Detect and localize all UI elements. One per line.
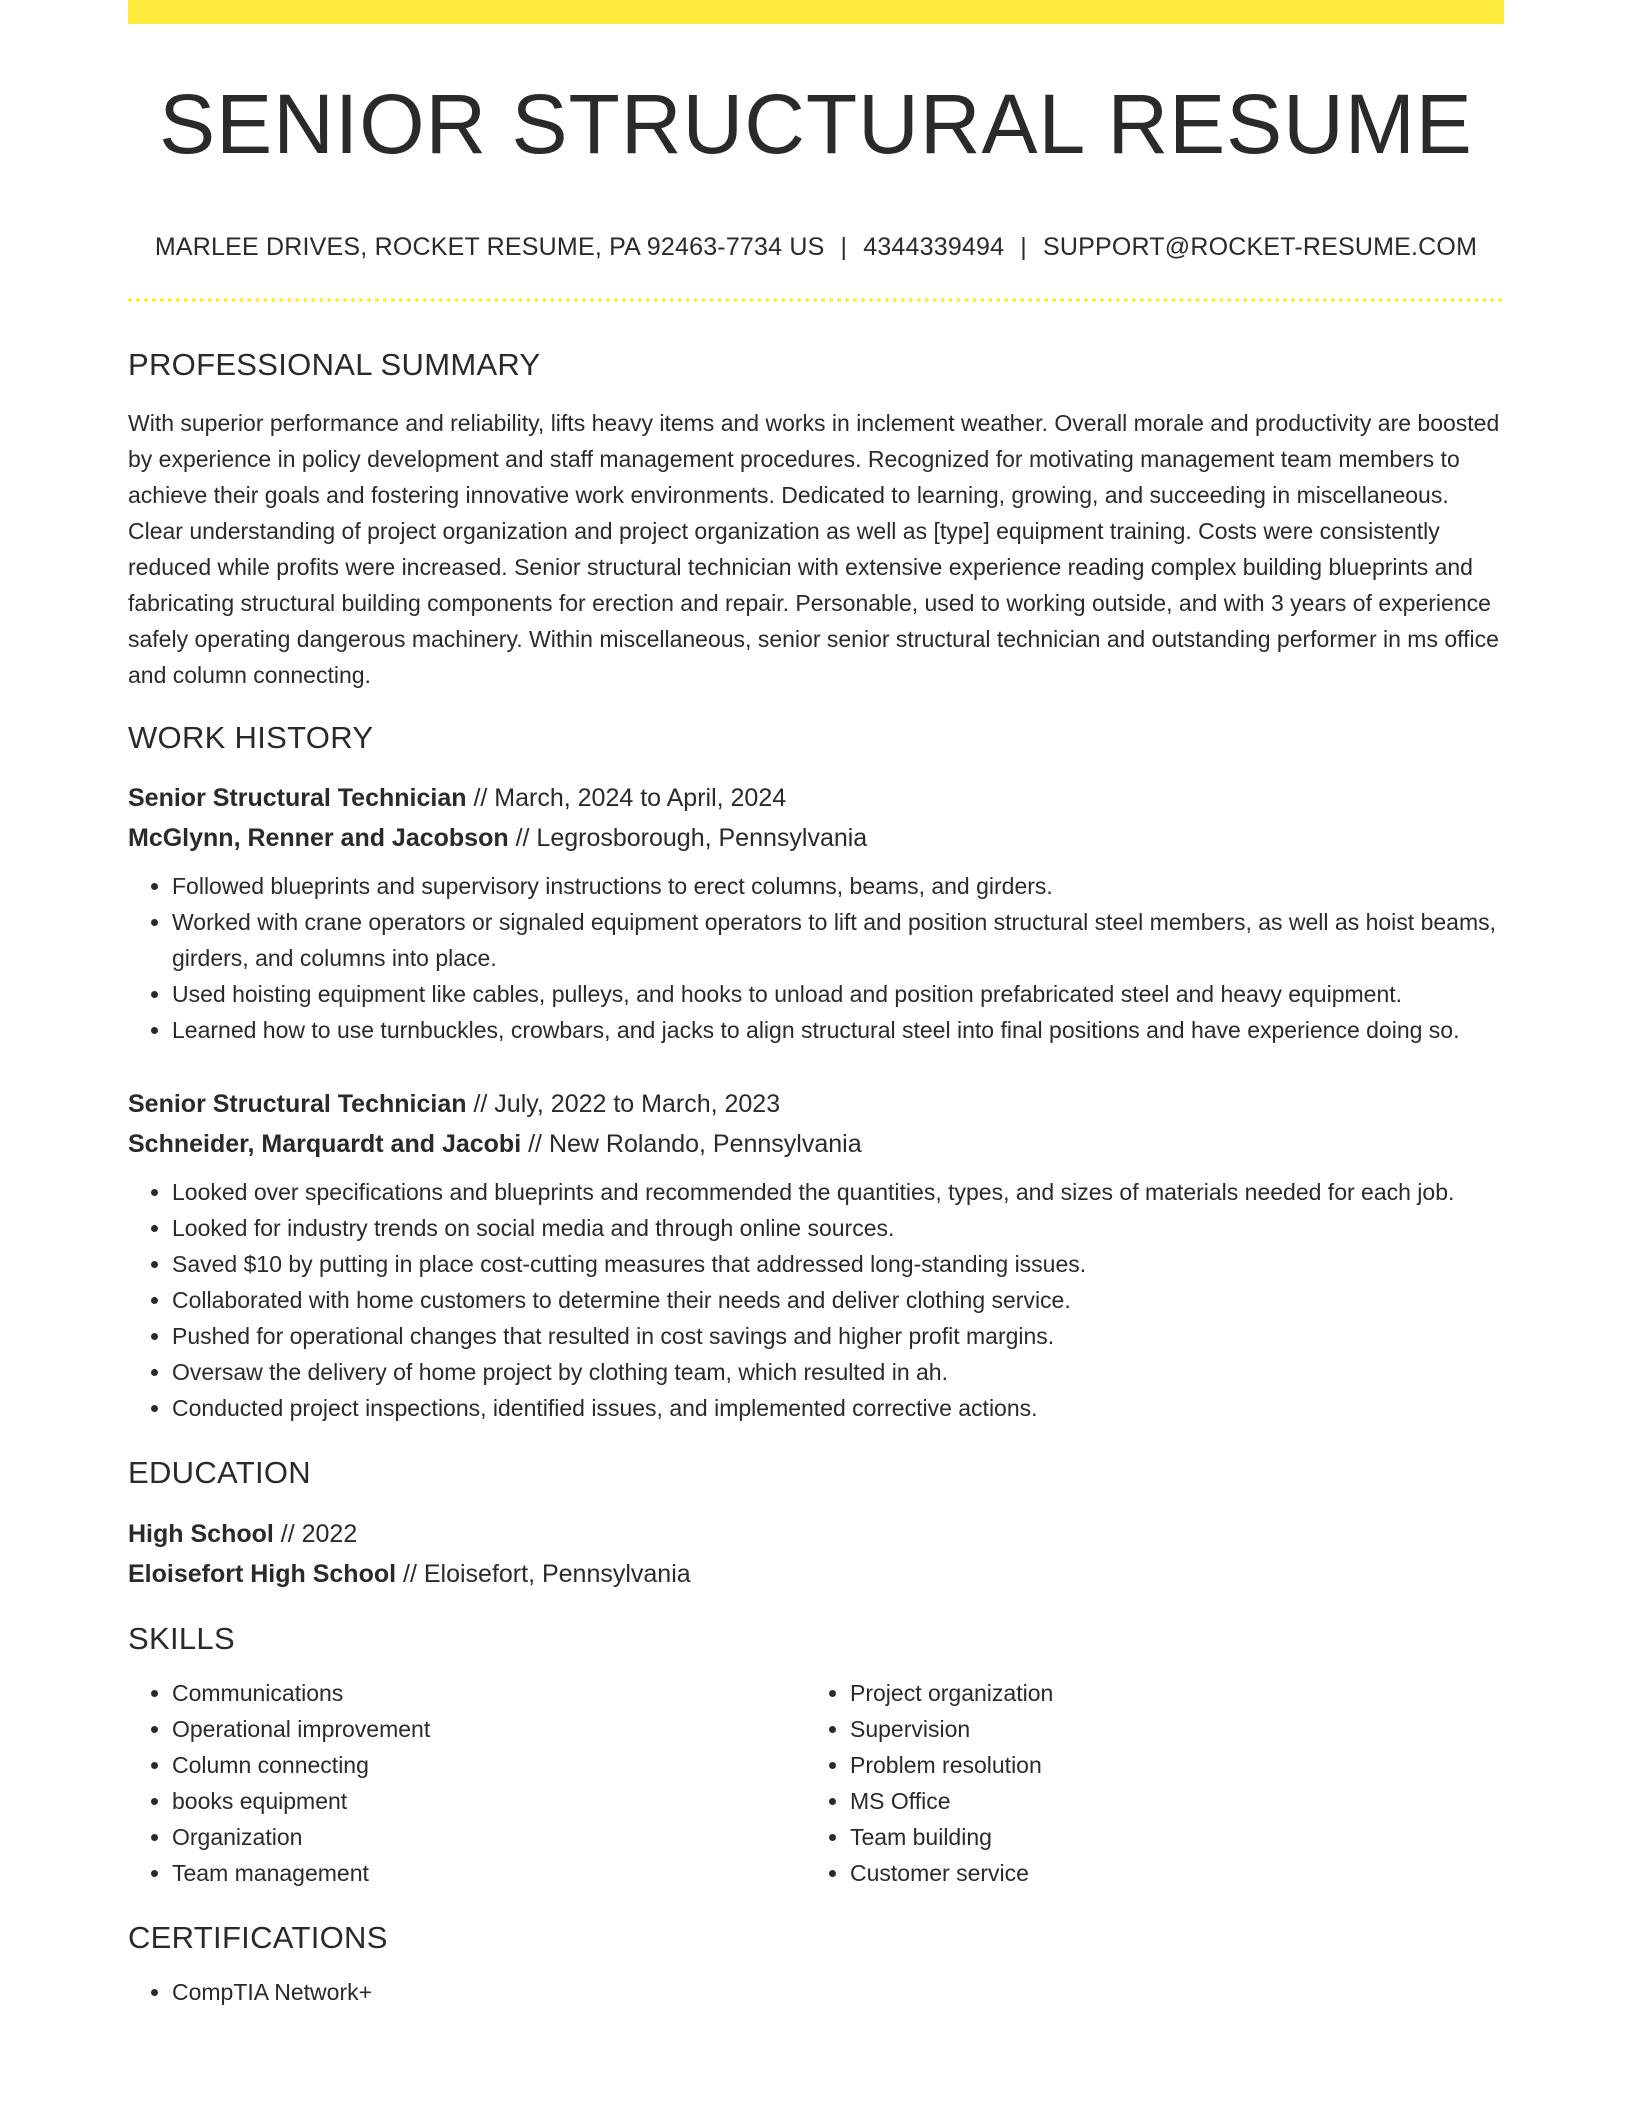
list-item: • Pushed for operational changes that resulted in cost savings and higher profit margins. — [172, 1318, 1504, 1354]
dotted-divider — [128, 298, 1504, 302]
resume-title: SENIOR STRUCTURAL RESUME — [159, 77, 1473, 171]
list-item: • Conducted project inspections, identified issues, and implemented corrective actions. — [172, 1390, 1504, 1426]
job-location: // New Rolando, Pennsylvania — [521, 1130, 862, 1159]
list-item: • Project organization — [850, 1675, 1484, 1711]
list-item: • Supervision — [850, 1711, 1484, 1747]
list-item: • Oversaw the delivery of home project by clothing team, which resulted in ah. — [172, 1354, 1504, 1390]
contact-separator: | — [840, 233, 848, 261]
work-history-section — [128, 719, 1504, 1426]
education-year: // 2022 — [273, 1519, 358, 1548]
job-bullets — [128, 868, 1504, 1048]
list-item: • Followed blueprints and supervisory instructions to erect columns, beams, and girders. — [172, 868, 1504, 904]
certifications-heading: CERTIFICATIONS — [128, 1919, 388, 1955]
job-company-line — [128, 1124, 1504, 1164]
work-history-heading: WORK HISTORY — [128, 720, 374, 756]
summary-section — [128, 346, 1504, 693]
job-company: McGlynn, Renner and Jacobson — [128, 824, 509, 853]
summary-text: With superior performance and reliability, lifts heavy items and works in inclement weather. Overall morale and productivity are boosted by experience in policy development and staff management procedures. Recognized for motivating management team members to achieve their goals and fostering innovative work environments. Dedicated to learning, growing, and succeeding in miscellaneous. Clear understanding of project organization and project organization as well as [type] equipment training. Costs were consistently reduced while profits were increased. Senior structural technician with extensive experience reading complex building blueprints and fabricating structural building components for erection and repair. Personable, used to working outside, and with 3 years of experience safely operating dangerous machinery. Within miscellaneous, senior senior structural technician and outstanding performer in ms office and column connecting. — [128, 410, 1500, 689]
list-item: • CompTIA Network+ — [172, 1974, 1504, 2010]
skills-section — [128, 1620, 1504, 1891]
list-item: • Saved $10 by putting in place cost-cutting measures that addressed long-standing issues. — [172, 1246, 1504, 1282]
certifications-section — [128, 1919, 1504, 2010]
accent-top-bar — [128, 0, 1504, 24]
education-location: // Eloisefort, Pennsylvania — [396, 1559, 691, 1588]
skills-right-column — [806, 1675, 1484, 1891]
list-item: • Used hoisting equipment like cables, pulleys, and hooks to unload and position prefabricated steel and heavy equipment. — [172, 976, 1504, 1012]
skills-left-column — [128, 1675, 806, 1891]
list-item: • MS Office — [850, 1783, 1484, 1819]
job-title-line — [128, 1084, 1504, 1124]
list-item: • books equipment — [172, 1783, 806, 1819]
list-item: • Communications — [172, 1675, 806, 1711]
summary-heading: PROFESSIONAL SUMMARY — [128, 347, 541, 382]
job-entry — [128, 1084, 1504, 1426]
education-section — [128, 1454, 1504, 1593]
list-item: • Looked for industry trends on social media and through online sources. — [172, 1210, 1504, 1246]
list-item: • Team building — [850, 1819, 1484, 1855]
contact-separator: | — [1020, 233, 1027, 261]
contact-phone: 4344339494 — [863, 233, 1005, 261]
list-item: • Operational improvement — [172, 1711, 806, 1747]
job-bullets — [128, 1174, 1504, 1426]
job-company: Schneider, Marquardt and Jacobi — [128, 1130, 522, 1159]
job-dates: // July, 2022 to March, 2023 — [466, 1090, 781, 1119]
job-title: Senior Structural Technician — [128, 1090, 467, 1119]
contact-address: MARLEE DRIVES, ROCKET RESUME, PA 92463-7734 US — [154, 233, 825, 261]
certifications-list — [128, 1974, 1504, 2010]
job-title-line — [128, 778, 1504, 818]
list-item: • Looked over specifications and blueprints and recommended the quantities, types, and sizes of materials needed for each job. — [172, 1174, 1504, 1210]
list-item: • Learned how to use turnbuckles, crowbars, and jacks to align structural steel into final positions and have experience doing so. — [172, 1012, 1504, 1048]
education-degree-line — [128, 1514, 1504, 1554]
skills-grid — [128, 1675, 1504, 1891]
job-entry — [128, 778, 1504, 1048]
education-heading: EDUCATION — [128, 1455, 311, 1491]
education-school: Eloisefort High School — [128, 1559, 397, 1588]
list-item: • Organization — [172, 1819, 806, 1855]
list-item: • Collaborated with home customers to determine their needs and deliver clothing service. — [172, 1282, 1504, 1318]
contact-line — [128, 232, 1504, 262]
skills-heading: SKILLS — [128, 1620, 235, 1656]
list-item: • Problem resolution — [850, 1747, 1484, 1783]
list-item: • Column connecting — [172, 1747, 806, 1783]
list-item: • Team management — [172, 1855, 806, 1891]
job-dates: // March, 2024 to April, 2024 — [466, 784, 787, 813]
education-school-line — [128, 1554, 1504, 1594]
contact-email: SUPPORT@ROCKET-RESUME.COM — [1042, 233, 1478, 261]
resume-page — [128, 0, 1504, 2010]
education-degree: High School — [128, 1519, 274, 1548]
list-item: • Customer service — [850, 1855, 1484, 1891]
job-title: Senior Structural Technician — [128, 784, 467, 813]
list-item: • Worked with crane operators or signaled equipment operators to lift and position structural steel members, as well as hoist beams, girders, and columns into place. — [172, 904, 1504, 976]
job-location: // Legrosborough, Pennsylvania — [508, 824, 868, 853]
job-company-line — [128, 818, 1504, 858]
